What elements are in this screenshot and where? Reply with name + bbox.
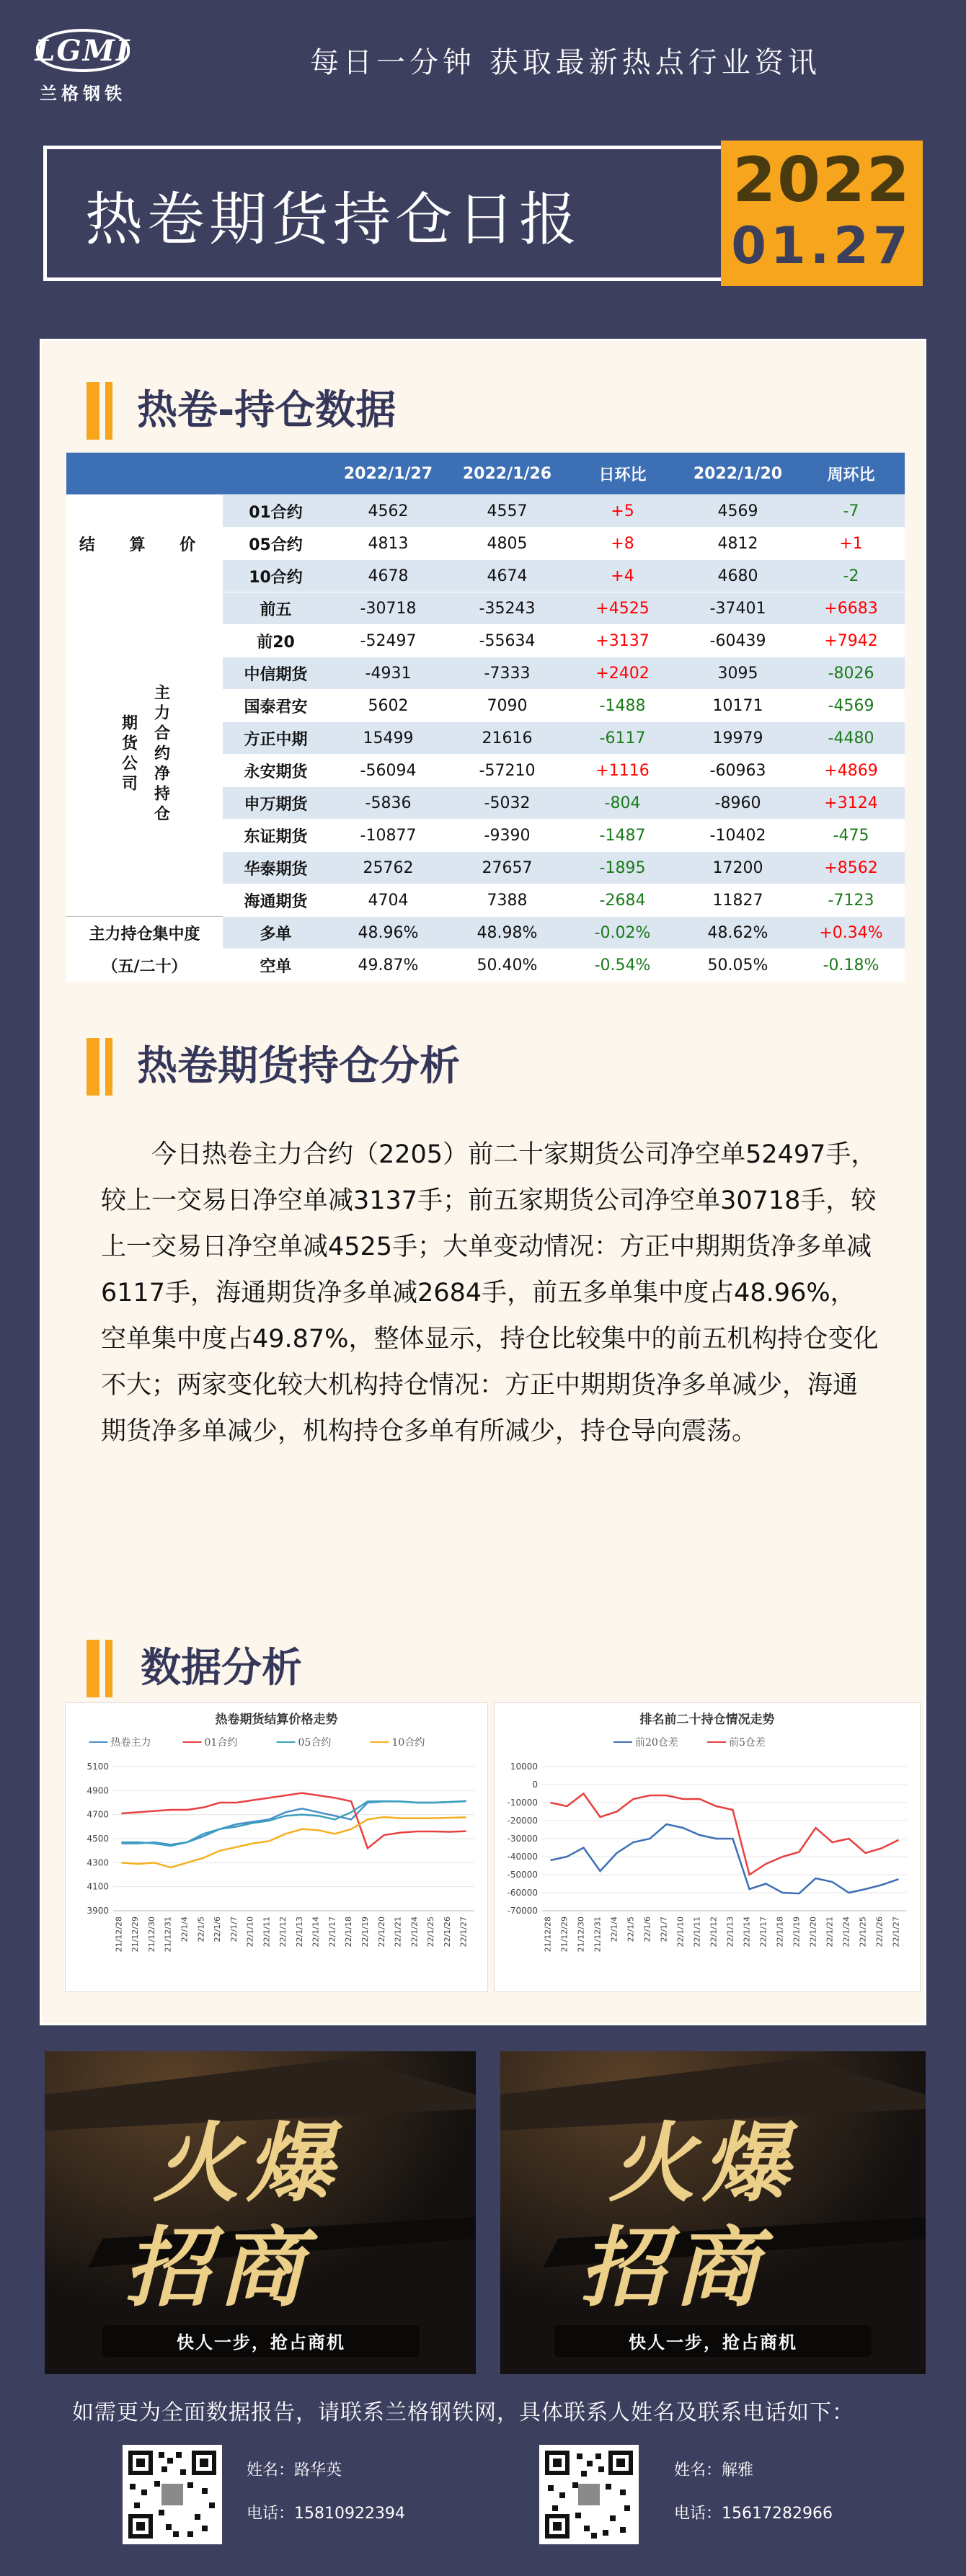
table-header-cell: 周环比 [797, 453, 905, 495]
row-label: 前五 [223, 592, 329, 625]
ad-banner-left[interactable] [45, 2051, 476, 2374]
section-marker [87, 1038, 99, 1096]
legend-label: 热卷主力 [110, 1737, 151, 1749]
y-tick-label: -70000 [507, 1906, 538, 1916]
x-tick-label: 22/1/11 [262, 1917, 272, 1947]
cell-value: 5602 [329, 690, 448, 722]
cell-value: 48.96% [329, 917, 448, 949]
legend-label: 前5仓差 [729, 1737, 766, 1749]
ad-line2: 招商 [580, 2219, 767, 2319]
row-label: 国泰君安 [223, 690, 329, 722]
section-marker [105, 1038, 112, 1096]
x-tick-label: 21/12/28 [114, 1917, 124, 1953]
cell-week-change: -4480 [797, 722, 905, 755]
y-tick-label: -10000 [507, 1798, 538, 1808]
y-tick-label: -60000 [507, 1888, 538, 1898]
row-label: 05合约 [223, 528, 329, 560]
cell-value: 7090 [448, 690, 567, 722]
table-header-row [66, 453, 905, 495]
chart-price-svg [66, 1703, 487, 1991]
cell-value: -52497 [329, 625, 448, 657]
concentration-sublabel: （五/二十） [66, 949, 223, 982]
table-header-cell [66, 453, 223, 495]
cell-value: 21616 [448, 722, 567, 755]
x-tick-label: 22/1/21 [825, 1917, 835, 1947]
slogan: 每日一分钟 获取最新热点行业资讯 [310, 46, 821, 79]
logo [29, 22, 137, 108]
x-tick-label: 22/1/6 [213, 1917, 223, 1942]
cell-value: 15499 [329, 722, 448, 755]
cell-value: 10171 [678, 690, 797, 722]
table-row [66, 592, 905, 625]
x-tick-label: 21/12/29 [559, 1917, 570, 1953]
cell-value: 50.40% [448, 949, 567, 982]
qr-code-icon [123, 2445, 222, 2544]
cell-week-change: +8562 [797, 852, 905, 884]
x-tick-label: 22/1/19 [360, 1917, 370, 1947]
cell-day-change: -6117 [567, 722, 678, 755]
cell-day-change: +5 [567, 495, 678, 528]
x-tick-label: 22/1/10 [245, 1917, 255, 1947]
date-year: 2022 [732, 144, 911, 216]
cell-value: 4704 [329, 884, 448, 917]
x-tick-label: 22/1/17 [758, 1917, 768, 1947]
contact-name-right: 姓名：解雅 [674, 2461, 754, 2479]
y-tick-label: -50000 [507, 1870, 538, 1880]
x-tick-label: 22/1/4 [180, 1917, 190, 1942]
y-tick-label: 4900 [87, 1785, 109, 1796]
cell-value: -55634 [448, 625, 567, 657]
cell-day-change: +2402 [567, 657, 678, 690]
cell-value: 11827 [678, 884, 797, 917]
x-tick-label: 22/1/26 [442, 1917, 452, 1947]
y-tick-label: 4300 [87, 1857, 109, 1868]
logo-cn: 兰格钢铁 [40, 83, 126, 104]
cell-value: -56094 [329, 755, 448, 787]
x-tick-label: 22/1/12 [278, 1917, 288, 1947]
x-tick-label: 22/1/20 [808, 1917, 818, 1947]
footer-note: 如需更为全面数据报告，请联系兰格钢铁网，具体联系人姓名及联系电话如下： [72, 2400, 854, 2425]
series-line [551, 1794, 899, 1875]
y-tick-label: 4700 [87, 1809, 109, 1820]
series-line [121, 1793, 466, 1849]
cell-week-change: -475 [797, 820, 905, 852]
cell-value: 4674 [448, 560, 567, 592]
cell-value: 4562 [329, 495, 448, 528]
cell-value: 3095 [678, 657, 797, 690]
x-tick-label: 22/1/21 [393, 1917, 403, 1947]
row-label: 海通期货 [223, 884, 329, 917]
legend-label: 01合约 [204, 1737, 238, 1749]
cell-value: -10877 [329, 820, 448, 852]
page-title: 热卷期货持仓日报 [85, 186, 581, 253]
table-header-cell [223, 453, 329, 495]
cell-value: -5836 [329, 787, 448, 820]
cell-value: 49.87% [329, 949, 448, 982]
y-tick-label: -40000 [507, 1852, 538, 1862]
position-group-label-b: 主力合约净持仓 [151, 683, 170, 825]
y-tick-label: -20000 [507, 1816, 538, 1826]
cell-week-change: +0.34% [797, 917, 905, 949]
cell-value: 4813 [329, 528, 448, 560]
logo-mark [36, 29, 130, 72]
chart-title: 排名前二十持仓情况走势 [639, 1713, 775, 1727]
row-label: 申万期货 [223, 787, 329, 820]
x-tick-label: 21/12/31 [163, 1917, 173, 1953]
cell-week-change: +6683 [797, 592, 905, 625]
legend-label: 前20仓差 [635, 1737, 678, 1749]
cell-day-change: -0.02% [567, 917, 678, 949]
x-tick-label: 22/1/19 [792, 1917, 802, 1947]
section-marker [87, 1640, 99, 1697]
series-line [551, 1824, 899, 1893]
chart-price [65, 1702, 488, 1992]
cell-week-change: -7 [797, 495, 905, 528]
cell-day-change: -1895 [567, 852, 678, 884]
row-label: 方正中期 [223, 722, 329, 755]
table-header-cell: 日环比 [567, 453, 678, 495]
cell-value: -35243 [448, 592, 567, 625]
cell-value: 27657 [448, 852, 567, 884]
cell-day-change: -2684 [567, 884, 678, 917]
x-tick-label: 22/1/7 [659, 1917, 669, 1942]
x-tick-label: 22/1/17 [327, 1917, 337, 1947]
x-tick-label: 22/1/13 [725, 1917, 735, 1947]
position-group-label [66, 592, 223, 917]
x-tick-label: 22/1/20 [376, 1917, 386, 1947]
x-tick-label: 22/1/14 [742, 1917, 752, 1947]
cell-day-change: +4 [567, 560, 678, 592]
row-label: 华泰期货 [223, 852, 329, 884]
table-header-cell: 2022/1/27 [329, 453, 448, 495]
cell-value: 4557 [448, 495, 567, 528]
legend-label: 05合约 [298, 1737, 332, 1749]
cell-day-change: -804 [567, 787, 678, 820]
x-tick-label: 22/1/25 [426, 1917, 436, 1947]
cell-value: 19979 [678, 722, 797, 755]
series-line [121, 1817, 466, 1867]
section-title-data: 数据分析 [141, 1645, 302, 1692]
cell-value: 48.62% [678, 917, 797, 949]
series-line [121, 1801, 466, 1845]
cell-value: 48.98% [448, 917, 567, 949]
cell-week-change: +7942 [797, 625, 905, 657]
row-label: 空单 [223, 949, 329, 982]
series-line [121, 1801, 466, 1846]
cell-value: 50.05% [678, 949, 797, 982]
x-tick-label: 22/1/12 [709, 1917, 719, 1947]
ad-line1: 火爆 [153, 2114, 340, 2214]
cell-day-change: -1487 [567, 820, 678, 852]
row-label: 01合约 [223, 495, 329, 528]
cell-value: -9390 [448, 820, 567, 852]
cell-week-change: -4569 [797, 690, 905, 722]
section-marker [87, 382, 99, 440]
cell-value: 4812 [678, 528, 797, 560]
cell-value: -37401 [678, 592, 797, 625]
cell-value: -30718 [329, 592, 448, 625]
y-tick-label: 4100 [87, 1881, 109, 1892]
cell-day-change: -1488 [567, 690, 678, 722]
x-tick-label: 22/1/27 [891, 1917, 901, 1947]
x-tick-label: 22/1/13 [294, 1917, 304, 1947]
cell-value: -4931 [329, 657, 448, 690]
x-tick-label: 21/12/30 [146, 1917, 156, 1953]
qr-code-icon [539, 2445, 639, 2544]
y-tick-label: 0 [532, 1780, 538, 1790]
cell-day-change: +3137 [567, 625, 678, 657]
concentration-label: 主力持仓集中度 [66, 917, 223, 949]
x-tick-label: 22/1/18 [344, 1917, 354, 1947]
cell-day-change: -0.54% [567, 949, 678, 982]
cell-day-change: +1116 [567, 755, 678, 787]
ad-banner-right[interactable] [500, 2051, 926, 2374]
section-marker [105, 1640, 112, 1697]
section-title-analysis: 热卷期货持仓分析 [137, 1043, 460, 1090]
table-row [66, 949, 905, 982]
cell-week-change: +1 [797, 528, 905, 560]
cell-value: -10402 [678, 820, 797, 852]
chart-title: 热卷期货结算价格走势 [215, 1713, 338, 1727]
cell-value: 7388 [448, 884, 567, 917]
ad-line2: 招商 [124, 2219, 311, 2319]
table-row [66, 495, 905, 528]
y-tick-label: 10000 [510, 1762, 538, 1772]
x-tick-label: 22/1/4 [609, 1917, 619, 1942]
x-tick-label: 22/1/5 [196, 1917, 206, 1942]
x-tick-label: 22/1/25 [858, 1917, 868, 1947]
contact-phone-right: 电话：15617282966 [674, 2505, 833, 2523]
ad-line1: 火爆 [608, 2114, 796, 2214]
cell-week-change: -2 [797, 560, 905, 592]
legend-label: 10合约 [391, 1737, 425, 1749]
date-month-day: 01.27 [731, 216, 913, 275]
section-marker [105, 382, 112, 440]
cell-value: 4805 [448, 528, 567, 560]
x-tick-label: 22/1/26 [874, 1917, 885, 1947]
table-row [66, 917, 905, 949]
y-tick-label: -30000 [507, 1834, 538, 1844]
x-tick-label: 22/1/6 [642, 1917, 652, 1942]
y-tick-label: 4500 [87, 1834, 109, 1844]
qr-code-left[interactable] [123, 2445, 222, 2544]
cell-week-change: -0.18% [797, 949, 905, 982]
x-tick-label: 22/1/27 [458, 1917, 469, 1947]
cell-value: -57210 [448, 755, 567, 787]
chart-position-svg [495, 1703, 920, 1991]
cell-value: -60963 [678, 755, 797, 787]
cell-week-change: +3124 [797, 787, 905, 820]
y-tick-label: 5100 [87, 1762, 109, 1772]
cell-value: 17200 [678, 852, 797, 884]
x-tick-label: 22/1/24 [409, 1917, 420, 1947]
cell-value: -60439 [678, 625, 797, 657]
x-tick-label: 22/1/18 [775, 1917, 785, 1947]
row-label: 前20 [223, 625, 329, 657]
cell-value: 4680 [678, 560, 797, 592]
contact-name-left: 姓名：路华英 [247, 2461, 342, 2479]
x-tick-label: 22/1/5 [626, 1917, 636, 1942]
cell-value: 25762 [329, 852, 448, 884]
cell-value: 4678 [329, 560, 448, 592]
cell-week-change: -8026 [797, 657, 905, 690]
cell-week-change: -7123 [797, 884, 905, 917]
table-header-cell: 2022/1/20 [678, 453, 797, 495]
row-label: 永安期货 [223, 755, 329, 787]
x-tick-label: 21/12/31 [593, 1917, 603, 1953]
row-label: 中信期货 [223, 657, 329, 690]
analysis-text: 今日热卷主力合约（2205）前二十家期货公司净空单52497手，较上一交易日净空单减3137手；前五家期货公司净空单30718手，较上一交易日净空单减4525手；大单变动情况：方正中期期货净多单减6117手，海通期货净多单减2684手，前五多单集中度占48.96%，空单集中度占49.87%，整体显示，持仓比较集中的前五机构持仓变化不大；两家变化较大机构持仓情况：方正中期期货净多单减少，海通期货净多单减少，机构持仓多单有所减少，持仓导向震荡。 [101, 1140, 879, 1446]
row-label: 多单 [223, 917, 329, 949]
x-tick-label: 21/12/30 [576, 1917, 586, 1953]
x-tick-label: 21/12/29 [130, 1917, 141, 1953]
cell-value: -8960 [678, 787, 797, 820]
cell-day-change: +4525 [567, 592, 678, 625]
x-tick-label: 21/12/28 [543, 1917, 553, 1953]
ad-tagline: 快人一步，抢占商机 [177, 2332, 345, 2353]
cell-week-change: +4869 [797, 755, 905, 787]
cell-value: -5032 [448, 787, 567, 820]
logo-text: LGMI [35, 33, 131, 68]
contact-phone-left: 电话：15810922394 [247, 2505, 405, 2523]
ad-tagline: 快人一步，抢占商机 [629, 2332, 797, 2353]
x-tick-label: 22/1/11 [692, 1917, 702, 1947]
position-group-label-a: 期货公司 [119, 714, 138, 795]
cell-value: 4569 [678, 495, 797, 528]
row-label: 东证期货 [223, 820, 329, 852]
x-tick-label: 22/1/24 [841, 1917, 851, 1947]
x-tick-label: 22/1/14 [311, 1917, 321, 1947]
position-table [66, 453, 905, 982]
section-title-position: 热卷-持仓数据 [137, 387, 396, 434]
chart-position [494, 1702, 921, 1992]
settlement-group-label: 结 算 价 [66, 495, 223, 592]
cell-day-change: +8 [567, 528, 678, 560]
x-tick-label: 22/1/7 [229, 1917, 239, 1942]
cell-value: -7333 [448, 657, 567, 690]
table-header-cell: 2022/1/26 [448, 453, 567, 495]
x-tick-label: 22/1/10 [675, 1917, 686, 1947]
y-tick-label: 3900 [87, 1906, 109, 1916]
row-label: 10合约 [223, 560, 329, 592]
qr-code-right[interactable] [539, 2445, 639, 2544]
